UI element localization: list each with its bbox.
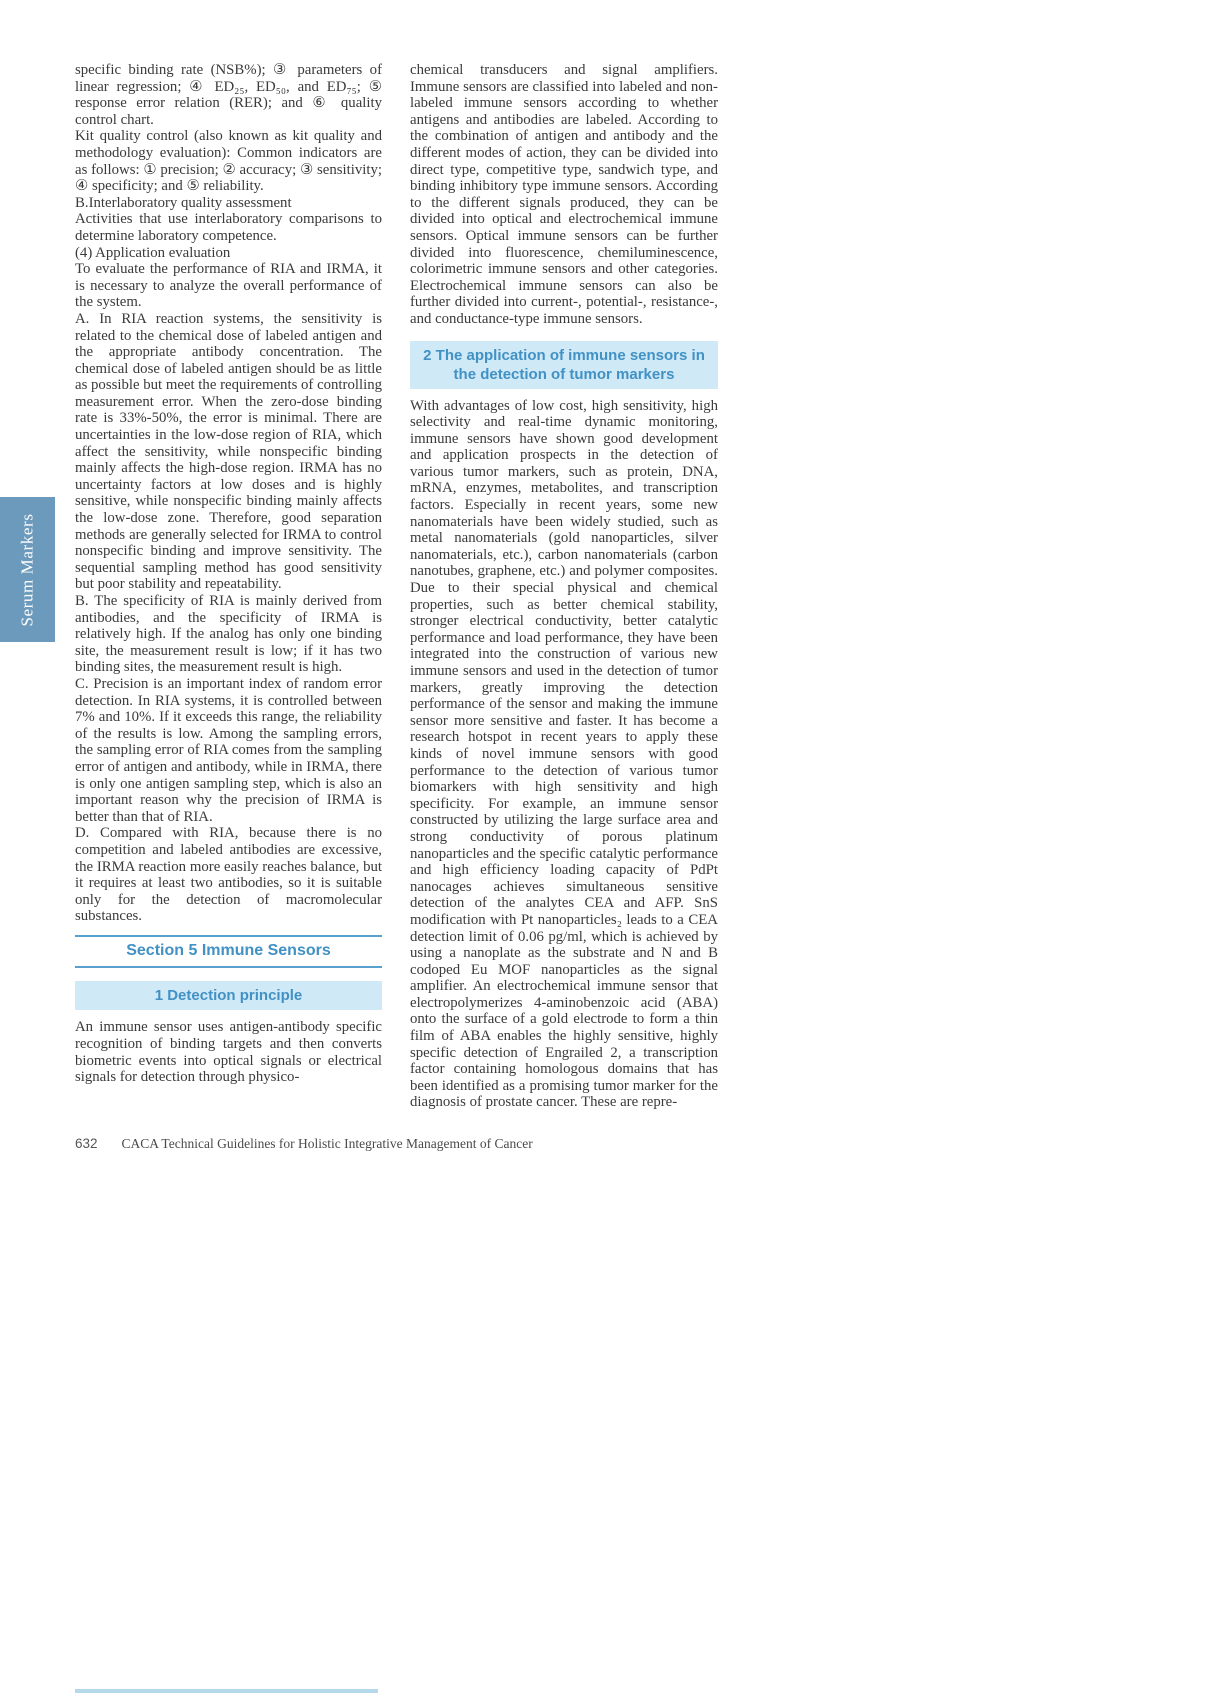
chapter-thumb-tab-label: Serum Markers	[17, 512, 37, 627]
paragraph: An immune sensor uses antigen-antibody specific recognition of binding targets and then converts biometric events into optical signals or electrical signals for detection through physico-	[75, 1019, 382, 1086]
footer	[75, 1136, 533, 1152]
paragraph: (4) Application evaluation	[75, 244, 231, 261]
column-left	[75, 62, 382, 1086]
paragraph: Activities that use interlaboratory comparisons to determine laboratory competence.	[75, 211, 382, 244]
paragraph: C. Precision is an important index of random error detection. In RIA systems, it is controlled between 7% and 10%. If it exceeds this range, the reliability of the results is low. Among the sampling errors, the sampling error of RIA comes from the sampling error of antigen and antibody, while in IRMA, there is only one antigen sampling step, which is also an important reason why the precision of IRMA is better than that of RIA.	[75, 675, 382, 825]
page-number: 632	[75, 1136, 98, 1151]
section-heading: Section 5 Immune Sensors	[75, 935, 382, 969]
paragraph: To evaluate the performance of RIA and IRMA, it is necessary to analyze the overall performance of the system.	[75, 261, 382, 311]
chapter-thumb-tab	[0, 497, 55, 642]
paragraph: With advantages of low cost, high sensitivity, high selectivity and real-time dynamic monitoring, immune sensors have shown good development and application prospects in the detection of various tumor markers, such as protein, DNA, mRNA, enzymes, metabolites, and transcription factors. Especially in recent years, some new nanomaterials have been widely studied, such as metal nanomaterials (gold nanoparticles, silver nanomaterials, etc.), carbon nanomaterials (carbon nanotubes, graphene, etc.) and polymer composites. Due to their special physical and chemical properties, such as better chemical stability, stronger electrical conductivity, better catalytic performance and load performance, they have been integrated into the construction of various new immune sensors and used in the detection of tumor markers, greatly improving the detection performance of the sensor and making the immune sensor more sensitive and faster. It has become a research hotspot in recent years to apply these kinds of novel immune sensors with good performance to the detection of various tumor biomarkers with high sensitivity and high specificity. For example, an immune sensor constructed by utilizing the large surface area and strong conductivity of porous platinum nanoparticles and the specific catalytic performance and high efficiency loading capacity of PdPt nanocages achieves simultaneous sensitive detection of the analytes CEA and AFP. SnS modification with Pt nanoparticles₂ leads to a CEA detection limit of 0.06 pg/ml, which is achieved by using a nanoplate as the substrate and N and B codoped Eu MOF nanoparticles as the signal amplifier. An electrochemical immune sensor that electropolymerizes 4-aminobenzoic acid (ABA) onto the surface of a gold electrode to form a thin film of ABA enables the highly sensitive, highly specific detection of Engrailed 2, a transcription factor containing homologous domains that has been identified as a promising tumor marker for the diagnosis of prostate cancer. These are repre-	[410, 397, 718, 1111]
paragraph: chemical transducers and signal amplifiers. Immune sensors are classified into labeled and non-labeled immune sensors according to whether antigens and antibodies are labeled. According to the combination of antigen and antibody and the different modes of action, they can be divided into direct type, competitive type, sandwich type, and binding inhibitory type immune sensors. According to the different signals produced, they can be divided into optical and electrochemical immune sensors. Optical immune sensors can be further divided into fluorescence, chemiluminescence, colorimetric immune sensors and other categories. Electrochemical immune sensors can also be further divided into current-, potential-, resistance-, and conductance-type immune sensors.	[410, 62, 718, 327]
footer-book-title: CACA Technical Guidelines for Holistic Integrative Management of Cancer	[121, 1136, 533, 1151]
subsection-heading: 1 Detection principle	[75, 981, 382, 1010]
subsection-heading: 2 The application of immune sensors in the detection of tumor markers	[410, 341, 718, 389]
column-right	[410, 62, 718, 1111]
paragraph: Kit quality control (also known as kit quality and methodology evaluation): Common indicators are as follows: ① precision; ② accuracy; ③ sensitivity; ④ specificity; and ⑤ reliability.	[75, 128, 382, 195]
paragraph: B. The specificity of RIA is mainly derived from antibodies, and the specificity of IRMA is relatively high. If the analog has only one binding site, the measurement result is low; if it has two binding sites, the measurement result is high.	[75, 593, 382, 676]
next-page-header-edge	[75, 1689, 378, 1693]
paragraph: D. Compared with RIA, because there is no competition and labeled antibodies are excessive, the IRMA reaction more easily reaches balance, but it requires at least two antibodies, so it is suitable only for the detection of macromolecular substances.	[75, 825, 382, 925]
paragraph: B.Interlaboratory quality assessment	[75, 194, 292, 211]
paragraph: A. In RIA reaction systems, the sensitivity is related to the chemical dose of labeled antigen and the appropriate antibody concentration. The chemical dose of labeled antigen should be as little as possible but meet the requirements of controlling measurement error. When the zero-dose binding rate is 33%-50%, the error is minimal. There are uncertainties in the low-dose region of RIA, which affect the sensitivity, while nonspecific binding mainly affects the high-dose region. IRMA has no uncertainty factors at low doses and is highly sensitive, while nonspecific binding mainly affects the low-dose zone. Therefore, good separation methods are generally selected for IRMA to control nonspecific binding and improve sensitivity. The sequential sampling method has good sensitivity but poor stability and repeatability.	[75, 310, 382, 593]
paragraph: specific binding rate (NSB%); ③ parameters of linear regression; ④ ED₂₅, ED₅₀, and ED₇₅; ⑤ response error relation (RER); and ⑥ quality control chart.	[75, 62, 382, 128]
